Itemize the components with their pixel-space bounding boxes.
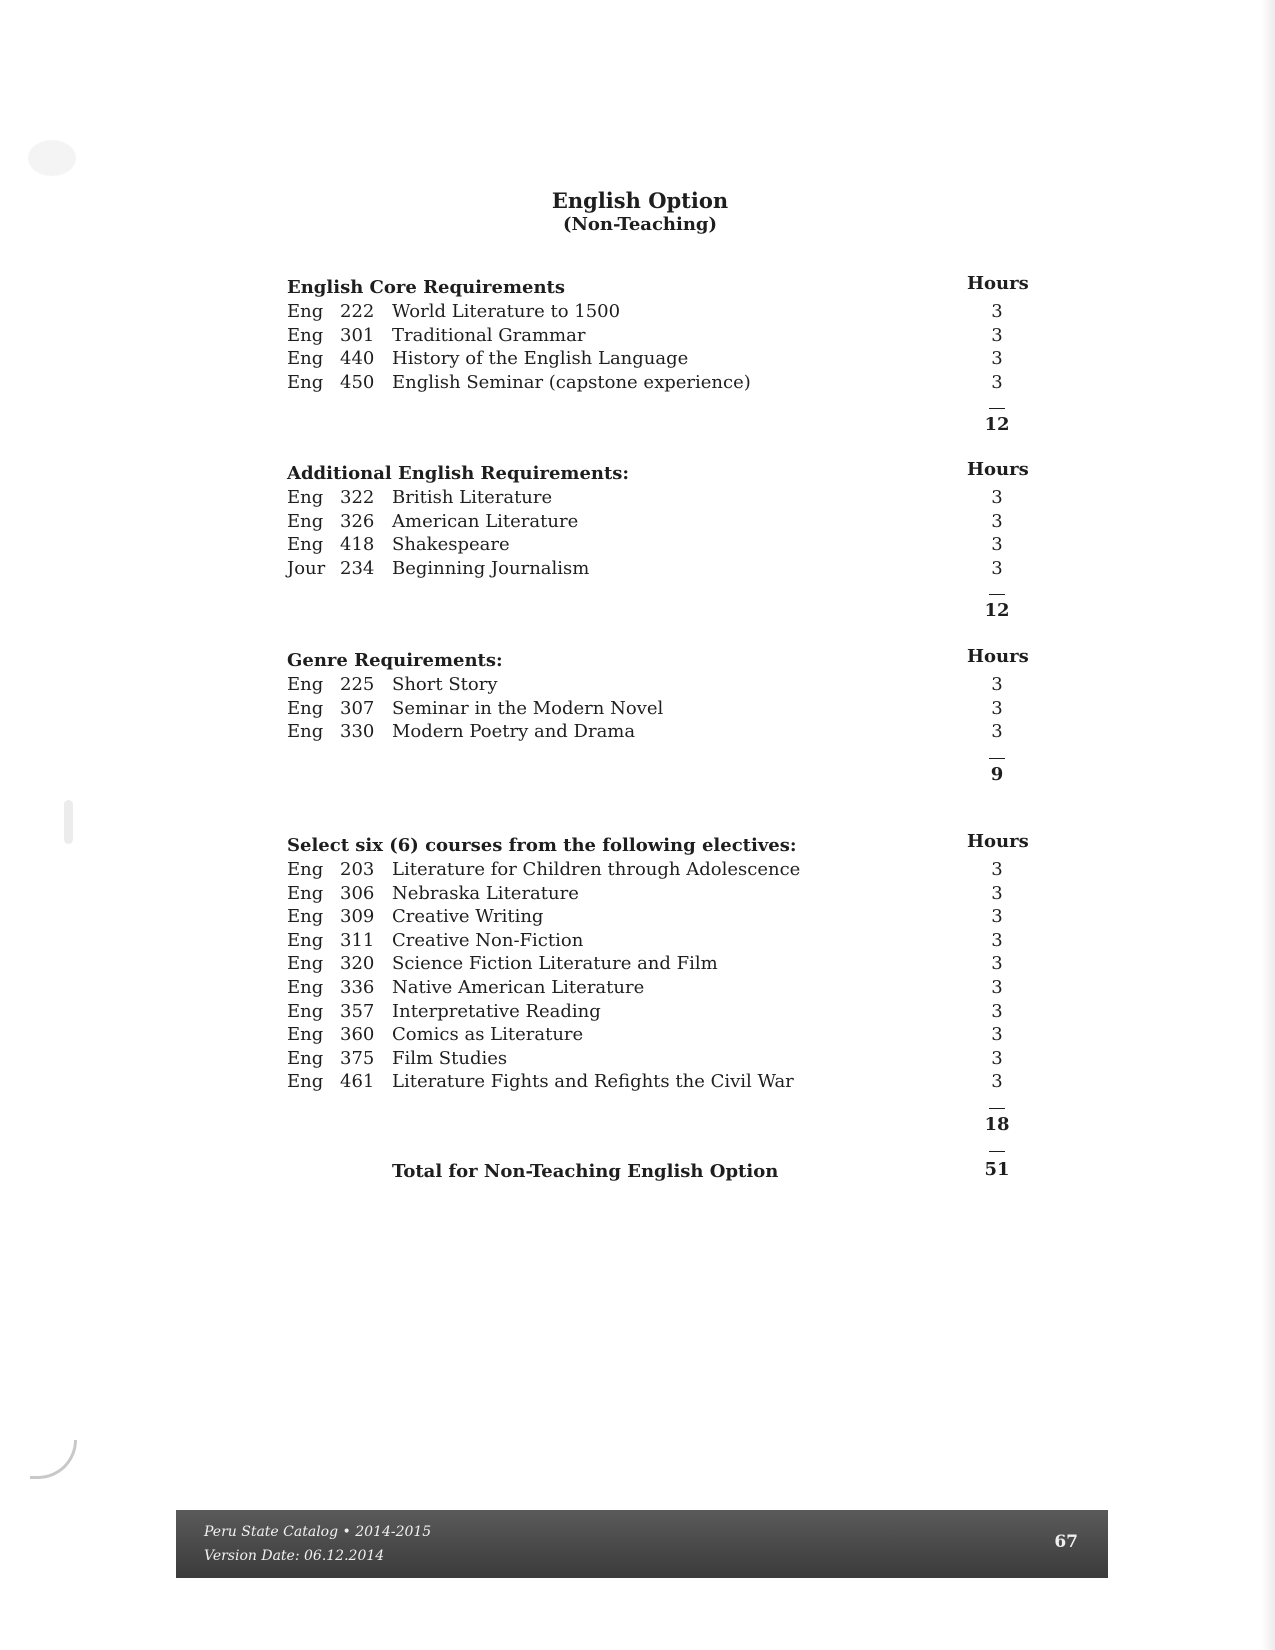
section-core-requirements (287, 273, 1029, 442)
hours-column-label: Hours (967, 646, 1029, 667)
course-number: 357 (340, 1000, 375, 1022)
course-number: 234 (340, 557, 375, 579)
course-dept: Eng (287, 1024, 324, 1046)
course-row (287, 720, 1027, 744)
course-hours: 3 (991, 1047, 1003, 1069)
course-dept: Eng (287, 301, 324, 322)
course-name: Creative Writing (392, 906, 544, 928)
course-dept: Eng (287, 1071, 324, 1093)
course-row (287, 300, 1027, 324)
course-number: 225 (340, 674, 375, 695)
subtotal-rule (989, 594, 1005, 595)
section-header (287, 646, 1029, 673)
course-name: Comics as Literature (392, 1024, 584, 1046)
course-row (287, 486, 1027, 510)
course-name: Interpretative Reading (392, 1000, 601, 1022)
hours-column-label: Hours (967, 459, 1029, 480)
section-electives (287, 831, 1029, 1142)
section-heading: Additional English Requirements: (287, 463, 630, 484)
course-name: Creative Non-Fiction (392, 929, 584, 951)
course-hours: 3 (991, 301, 1003, 322)
course-hours: 3 (991, 324, 1003, 346)
course-number: 461 (340, 1071, 375, 1093)
section-subtotal (287, 1108, 1027, 1142)
section-subtotal (287, 758, 1027, 792)
course-dept: Eng (287, 348, 324, 370)
footer-version-date: Version Date: 06.12.2014 (204, 1548, 385, 1564)
course-number: 307 (340, 697, 375, 719)
course-row (287, 929, 1027, 953)
course-row (287, 882, 1027, 906)
course-name: Nebraska Literature (392, 882, 579, 904)
course-name: British Literature (392, 487, 553, 508)
course-name: English Seminar (capstone experience) (392, 371, 751, 393)
section-heading: Select six (6) courses from the following electives: (287, 835, 797, 856)
course-dept: Eng (287, 976, 324, 998)
course-dept: Eng (287, 859, 324, 880)
course-hours: 3 (991, 557, 1003, 579)
course-hours: 3 (991, 953, 1003, 975)
page-title: English Option (551, 188, 729, 213)
course-row (287, 673, 1027, 697)
course-hours: 3 (991, 859, 1003, 880)
course-row (287, 858, 1027, 882)
course-dept: Eng (287, 953, 324, 975)
course-row (287, 510, 1027, 534)
course-row (287, 697, 1027, 721)
course-dept: Eng (287, 371, 324, 393)
course-name: Short Story (392, 674, 498, 695)
course-name: History of the English Language (392, 348, 689, 370)
course-number: 306 (340, 882, 375, 904)
course-dept: Eng (287, 697, 324, 719)
course-number: 375 (340, 1047, 375, 1069)
section-heading: Genre Requirements: (287, 650, 503, 671)
section-header (287, 459, 1029, 486)
subtotal-value: 12 (984, 600, 1010, 622)
course-number: 450 (340, 371, 375, 393)
course-dept: Eng (287, 510, 324, 532)
course-row (287, 976, 1027, 1000)
course-hours: 3 (991, 348, 1003, 370)
section-heading: English Core Requirements (287, 277, 565, 298)
course-number: 301 (340, 324, 375, 346)
total-value: 51 (984, 1159, 1010, 1180)
course-dept: Eng (287, 324, 324, 346)
subtotal-value: 18 (984, 1113, 1010, 1135)
course-number: 330 (340, 721, 375, 743)
course-number: 309 (340, 906, 375, 928)
section-header (287, 273, 1029, 300)
section-genre-requirements (287, 646, 1029, 792)
course-row (287, 1070, 1027, 1094)
course-dept: Eng (287, 929, 324, 951)
course-number: 320 (340, 953, 375, 975)
course-hours: 3 (991, 534, 1003, 556)
page-subtitle: (Non-Teaching) (562, 214, 718, 235)
course-name: Modern Poetry and Drama (392, 721, 636, 743)
course-hours: 3 (991, 976, 1003, 998)
course-name: Film Studies (392, 1047, 508, 1069)
course-number: 203 (340, 859, 375, 880)
subtotal-rule (989, 758, 1005, 759)
total-label: Total for Non-Teaching English Option (392, 1161, 779, 1182)
total-row (287, 1151, 1027, 1191)
subtotal-value: 9 (990, 763, 1004, 785)
course-name: World Literature to 1500 (392, 301, 621, 322)
course-number: 311 (340, 929, 375, 951)
course-number: 440 (340, 348, 375, 370)
course-row (287, 905, 1027, 929)
subtotal-rule (989, 408, 1005, 409)
section-subtotal (287, 408, 1027, 442)
course-dept: Eng (287, 906, 324, 928)
course-row (287, 952, 1027, 976)
course-number: 418 (340, 534, 375, 556)
course-hours: 3 (991, 510, 1003, 532)
course-dept: Eng (287, 721, 324, 743)
course-number: 222 (340, 301, 375, 322)
section-subtotal (287, 594, 1027, 628)
course-number: 360 (340, 1024, 375, 1046)
course-number: 326 (340, 510, 375, 532)
course-row (287, 371, 1027, 395)
course-name: Shakespeare (392, 534, 510, 556)
course-name: American Literature (392, 510, 579, 532)
course-row (287, 557, 1027, 581)
course-dept: Eng (287, 487, 324, 508)
page-number: 67 (1054, 1532, 1078, 1552)
course-hours: 3 (991, 906, 1003, 928)
course-dept: Jour (287, 557, 326, 579)
course-dept: Eng (287, 882, 324, 904)
total-rule (989, 1151, 1005, 1152)
subtotal-value: 12 (984, 414, 1010, 436)
course-hours: 3 (991, 929, 1003, 951)
scan-smudge-top (28, 140, 76, 176)
course-name: Science Fiction Literature and Film (392, 953, 718, 975)
section-header (287, 831, 1029, 858)
course-name: Literature Fights and Refights the Civil War (392, 1071, 794, 1093)
hours-column-label: Hours (967, 273, 1029, 294)
course-hours: 3 (991, 1071, 1003, 1093)
course-name: Native American Literature (392, 976, 645, 998)
course-hours: 3 (991, 697, 1003, 719)
course-hours: 3 (991, 1024, 1003, 1046)
page-edge-shadow (1261, 0, 1275, 1650)
scan-smudge-middle (64, 800, 73, 844)
course-hours: 3 (991, 1000, 1003, 1022)
course-hours: 3 (991, 882, 1003, 904)
subtotal-rule (989, 1108, 1005, 1109)
hours-column-label: Hours (967, 831, 1029, 852)
course-number: 336 (340, 976, 375, 998)
course-dept: Eng (287, 674, 324, 695)
section-additional-requirements (287, 459, 1029, 628)
course-row (287, 324, 1027, 348)
course-name: Seminar in the Modern Novel (392, 697, 664, 719)
course-hours: 3 (991, 674, 1003, 695)
course-row (287, 1047, 1027, 1071)
title-block (440, 188, 840, 236)
course-hours: 3 (991, 371, 1003, 393)
course-name: Literature for Children through Adolescence (392, 859, 801, 880)
course-name: Traditional Grammar (392, 324, 586, 346)
course-hours: 3 (991, 721, 1003, 743)
course-row (287, 347, 1027, 371)
course-hours: 3 (991, 487, 1003, 508)
footer-catalog: Peru State Catalog • 2014-2015 (204, 1524, 432, 1540)
course-dept: Eng (287, 1047, 324, 1069)
course-name: Beginning Journalism (392, 557, 590, 579)
course-row (287, 1023, 1027, 1047)
course-row (287, 533, 1027, 557)
scan-smudge-bottom (30, 1440, 77, 1479)
page-footer (176, 1510, 1108, 1578)
course-row (287, 1000, 1027, 1024)
course-number: 322 (340, 487, 375, 508)
course-dept: Eng (287, 534, 324, 556)
course-dept: Eng (287, 1000, 324, 1022)
